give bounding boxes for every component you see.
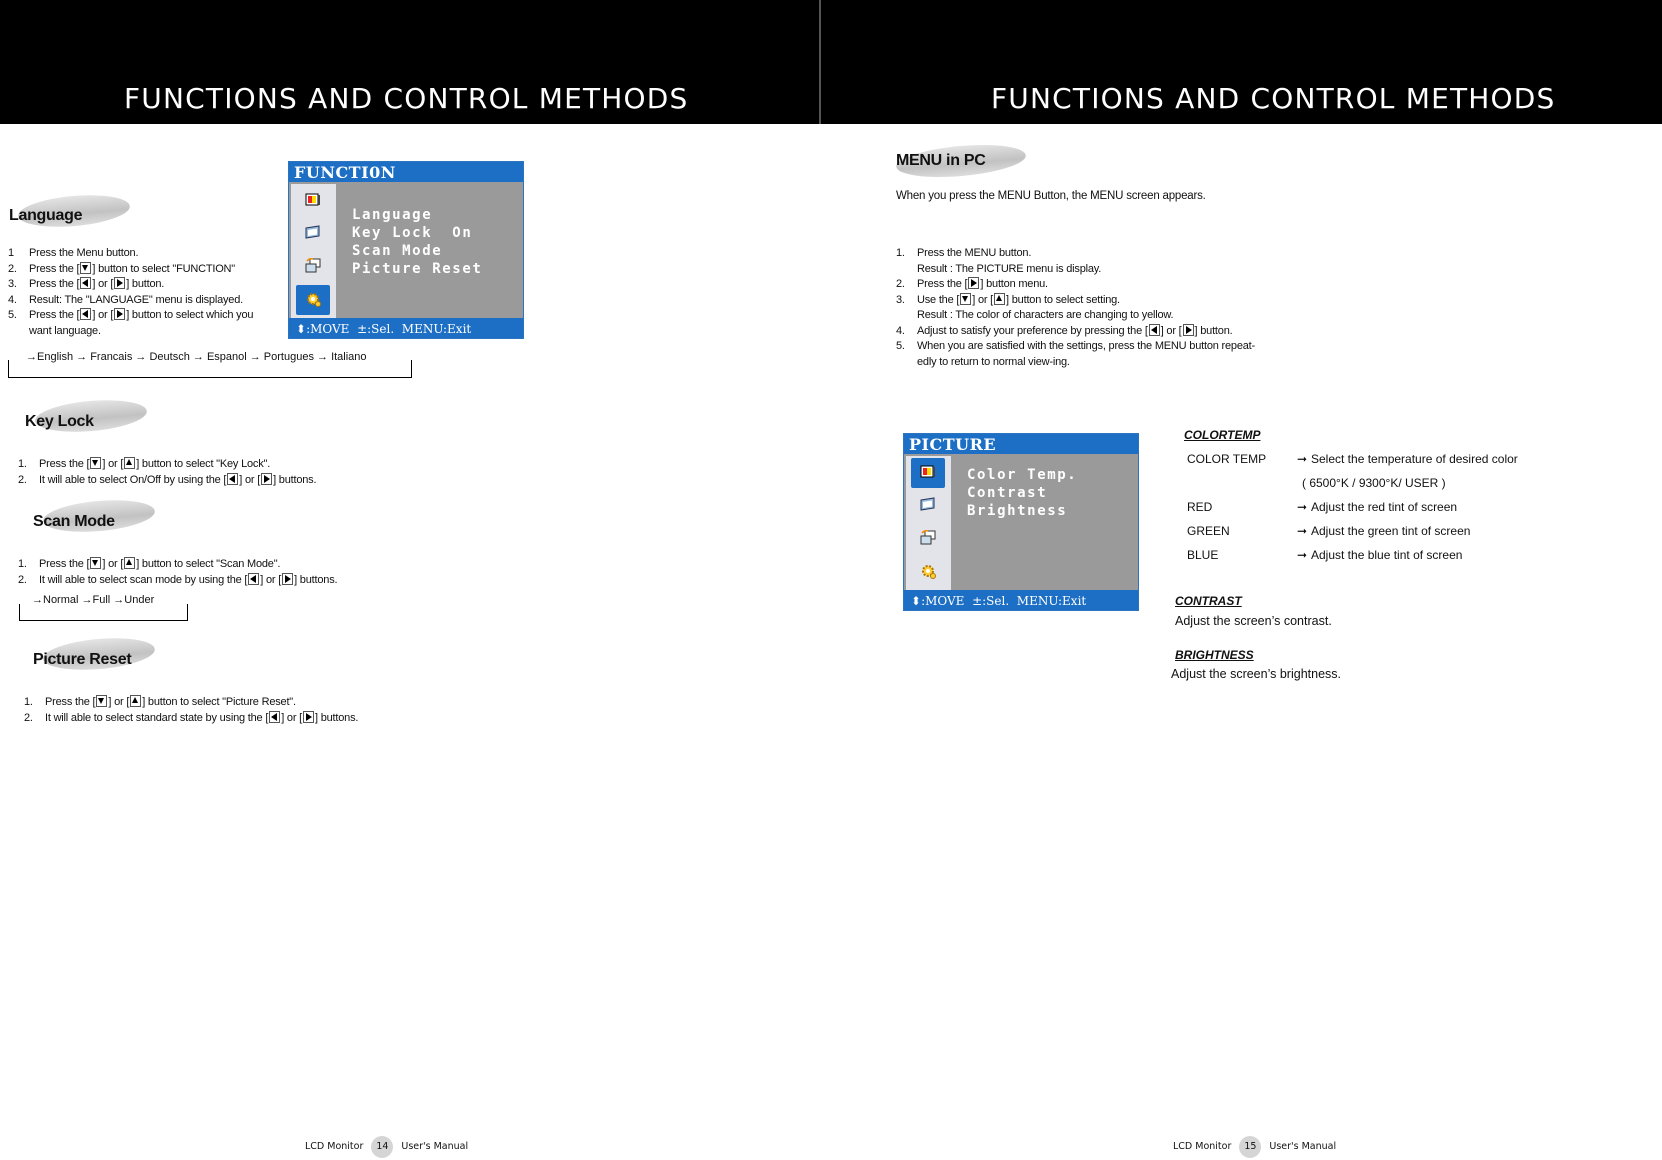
step-text: ] button to select "Key Lock". [136, 458, 271, 470]
language-steps [8, 246, 253, 339]
left-arrow-button-icon [1149, 324, 1160, 336]
step-text: ] or [ [102, 558, 124, 570]
step-text: ] or [ [281, 711, 302, 724]
right-page-header [821, 0, 1662, 124]
step-item [18, 557, 337, 573]
osd-menu-item: Key Lock On [352, 225, 473, 241]
step-item [8, 277, 253, 293]
arrow-right-icon: ➞ [1297, 548, 1308, 562]
step-number: 2. [8, 262, 17, 275]
osd-menu-item: Color Temp. [967, 467, 1078, 483]
colortemp-label: COLOR TEMP [1187, 452, 1267, 466]
left-arrow-button-icon [269, 711, 280, 723]
gear-icon [296, 285, 330, 315]
left-page-footer [305, 1136, 468, 1158]
osd-items [352, 206, 482, 278]
step-text: ] or [ [92, 278, 114, 290]
step-text: Press the MENU button. [917, 247, 1032, 259]
arrow-right-icon: ➞ [1297, 452, 1308, 466]
colortemp-title: COLORTEMP [1184, 428, 1261, 442]
step-text: ] button to select "Picture Reset". [142, 696, 296, 708]
page-number: 14 [371, 1136, 393, 1158]
left-header-title: FUNCTIONS AND CONTROL METHODS [124, 82, 689, 115]
keylock-steps [18, 457, 316, 488]
step-text: It will able to select scan mode by using the [ [39, 573, 248, 586]
step-item [896, 339, 1255, 370]
step-text: Press the [ [29, 309, 80, 321]
scanmode-title: Scan Mode [33, 513, 115, 530]
monitor-picture-icon [911, 458, 945, 488]
right-page-footer [1173, 1136, 1336, 1158]
function-osd-menu [288, 161, 524, 339]
step-text: ] button. [1194, 324, 1233, 337]
step-text: ] or [ [108, 696, 130, 708]
step-text: It will able to select On/Off by using the [ [39, 473, 227, 486]
colortemp-description: Adjust the blue tint of screen [1311, 548, 1463, 562]
left-page-header [0, 0, 819, 124]
step-text: When you are satisfied with the settings, press the MENU button repeat- [917, 340, 1255, 352]
stacked-windows-icon [296, 252, 330, 282]
step-subtext: edly to return to normal view-ing. [917, 355, 1070, 368]
osd-menu-item: Language [352, 207, 433, 223]
step-number: 3. [8, 278, 17, 290]
menu-in-pc-intro: When you press the MENU Button, the MENU screen appears. [896, 190, 1206, 202]
step-item [18, 457, 316, 473]
left-arrow-button-icon [80, 277, 91, 289]
step-text: Result: The "LANGUAGE" menu is displayed. [29, 293, 244, 306]
step-text: Press the [ [29, 262, 80, 275]
colortemp-description: ( 6500°K / 9300°K/ USER ) [1302, 476, 1446, 490]
osd-menu-item: Scan Mode [352, 243, 443, 259]
colortemp-label: BLUE [1187, 548, 1219, 562]
step-item [896, 293, 1255, 324]
down-arrow-button-icon [96, 695, 107, 707]
keylock-title: Key Lock [25, 413, 94, 430]
colortemp-description: Select the temperature of desired color [1311, 452, 1518, 466]
step-number: 1. [18, 558, 27, 570]
osd-menu-item: Picture Reset [352, 261, 483, 277]
left-arrow-button-icon [248, 573, 259, 585]
step-text: ] or [ [92, 309, 114, 321]
updown-arrow-icon: ⬍ [911, 594, 922, 608]
step-item [896, 246, 1255, 277]
right-arrow-button-icon [114, 277, 125, 289]
footer-manual: User's Manual [401, 1141, 469, 1152]
osd-items [967, 466, 1077, 520]
language-title: Language [9, 207, 83, 224]
osd-menu-item: Brightness [967, 503, 1068, 519]
step-text: Press the [ [45, 696, 96, 708]
step-number: 5. [896, 340, 905, 352]
down-arrow-button-icon [90, 457, 101, 469]
right-arrow-button-icon [261, 473, 272, 485]
step-item [8, 308, 253, 339]
step-item [8, 262, 253, 278]
gear-icon [911, 557, 945, 587]
monitor-picture-icon [296, 186, 330, 216]
step-text: ] buttons. [294, 573, 338, 586]
step-subtext: want language. [29, 324, 101, 337]
step-text: Press the [ [917, 278, 968, 290]
step-subtext: Result : The color of characters are changing to yellow. [917, 309, 1174, 321]
scanmode-steps [18, 557, 337, 588]
step-item [896, 277, 1255, 293]
down-arrow-button-icon [80, 262, 91, 274]
footer-product: LCD Monitor [1173, 1141, 1232, 1152]
step-item [18, 573, 337, 589]
picture-osd-menu [903, 433, 1139, 611]
step-item [24, 711, 358, 727]
step-number: 5. [8, 309, 17, 321]
scanmode-cycle-box [19, 604, 188, 621]
osd-title: FUNCTI0N [294, 163, 396, 182]
step-item [896, 324, 1255, 340]
step-text: ] or [ [1160, 324, 1182, 337]
colortemp-table [1187, 452, 1627, 572]
picturereset-steps [24, 695, 358, 726]
step-text: Press the Menu button. [29, 247, 139, 259]
right-arrow-button-icon [1183, 324, 1194, 336]
menu-in-pc-title: MENU in PC [896, 152, 986, 169]
osd-title: PICTURE [909, 435, 997, 454]
footer-manual: User's Manual [1269, 1141, 1337, 1152]
step-text: ] button. [126, 278, 165, 290]
step-text: ] button to select "Scan Mode". [136, 558, 281, 570]
contrast-text: Adjust the screen’s contrast. [1175, 614, 1332, 628]
step-text: It will able to select standard state by using the [ [45, 711, 269, 724]
step-number: 2. [18, 473, 27, 486]
step-item [8, 293, 253, 309]
up-arrow-button-icon [994, 293, 1005, 305]
up-arrow-button-icon [130, 695, 141, 707]
step-item [24, 695, 358, 711]
step-number: 3. [896, 293, 905, 306]
step-item [8, 246, 253, 262]
down-arrow-button-icon [960, 293, 971, 305]
language-cycle: →English → Francais → Deutsch → Espanol → Portugues → Italiano [22, 351, 371, 363]
right-arrow-button-icon [114, 308, 125, 320]
step-number: 2. [896, 278, 905, 290]
scanmode-cycle: →Normal →Full →Under [28, 594, 158, 606]
colortemp-description: Adjust the red tint of screen [1311, 500, 1458, 514]
left-arrow-button-icon [227, 473, 238, 485]
step-text: ] buttons. [315, 711, 359, 724]
step-text: Press the [ [39, 558, 90, 570]
right-arrow-button-icon [968, 277, 979, 289]
step-text: Press the [ [29, 278, 80, 290]
right-arrow-button-icon [303, 711, 314, 723]
arrow-right-icon: ➞ [1297, 524, 1308, 538]
left-arrow-button-icon [80, 308, 91, 320]
step-text: ] or [ [260, 573, 282, 586]
right-arrow-button-icon [282, 573, 293, 585]
osd-menu-item: Contrast [967, 485, 1048, 501]
step-number: 2. [24, 711, 33, 724]
step-text: Use the [ [917, 293, 960, 306]
step-item [18, 473, 316, 489]
brightness-title: BRIGHTNESS [1175, 648, 1254, 662]
arrow-right-icon: ➞ [1297, 500, 1308, 514]
step-text: ] buttons. [273, 473, 317, 486]
contrast-title: CONTRAST [1175, 594, 1242, 608]
up-arrow-button-icon [124, 557, 135, 569]
step-text: ] button to select "FUNCTION" [92, 262, 235, 275]
step-number: 1. [24, 696, 33, 708]
step-subtext: Result : The PICTURE menu is display. [917, 262, 1102, 275]
picturereset-title: Picture Reset [33, 651, 132, 668]
step-text: ] button menu. [980, 278, 1048, 290]
page-number: 15 [1239, 1136, 1261, 1158]
brightness-text: Adjust the screen’s brightness. [1171, 667, 1342, 681]
step-text: Press the [ [39, 458, 90, 470]
step-text: Adjust to satisfy your preference by pressing the [ [917, 324, 1148, 337]
colortemp-label: GREEN [1187, 524, 1230, 538]
step-number: 4. [896, 324, 905, 337]
tilted-screen-icon [296, 219, 330, 249]
step-number: 1. [18, 458, 27, 470]
footer-product: LCD Monitor [305, 1141, 364, 1152]
down-arrow-button-icon [90, 557, 101, 569]
colortemp-description: Adjust the green tint of screen [1311, 524, 1471, 538]
step-number: 2. [18, 573, 27, 586]
step-text: ] or [ [102, 458, 124, 470]
step-text: ] button to select which you [126, 309, 254, 321]
osd-footer: ⬍:MOVE ±:Sel. MENU:Exit [296, 322, 472, 336]
step-number: 1. [896, 247, 905, 259]
right-header-title: FUNCTIONS AND CONTROL METHODS [991, 82, 1556, 115]
step-text: ] button to select setting. [1006, 293, 1120, 306]
step-number: 1 [8, 247, 14, 259]
updown-arrow-icon: ⬍ [296, 322, 307, 336]
tilted-screen-icon [911, 491, 945, 521]
menu-in-pc-steps [896, 246, 1255, 370]
step-number: 4. [8, 293, 17, 306]
osd-footer: ⬍:MOVE ±:Sel. MENU:Exit [911, 594, 1087, 608]
up-arrow-button-icon [124, 457, 135, 469]
colortemp-label: RED [1187, 500, 1213, 514]
step-text: ] or [ [972, 293, 994, 306]
stacked-windows-icon [911, 524, 945, 554]
step-text: ] or [ [239, 473, 261, 486]
